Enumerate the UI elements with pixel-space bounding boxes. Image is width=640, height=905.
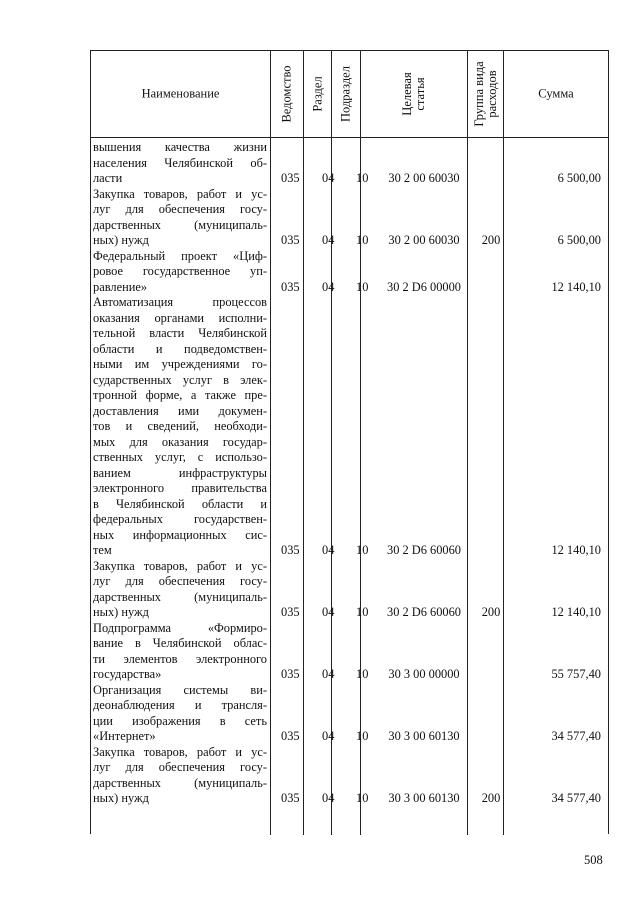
- row-name-line: дарственных (муниципаль-: [93, 589, 267, 604]
- row-gruppa: 200: [481, 605, 501, 619]
- row-name-line: в Челябинской области и: [93, 496, 267, 511]
- row-name-line: тельной власти Челябинской: [93, 326, 267, 340]
- row-razdel: 04: [322, 279, 335, 294]
- row-name-line: ственных услуг, с использо-: [93, 450, 267, 464]
- row-vedomstvo: 035: [281, 233, 300, 247]
- row-celevaya: 30 2 D6 60060: [387, 605, 461, 619]
- row-name-line: государства»: [93, 667, 162, 681]
- row-name-line: равление»: [93, 279, 148, 294]
- header-celevaya-cell: [361, 51, 468, 137]
- row-name-line: ных) нужд: [93, 791, 149, 805]
- row-name-line: ти элементов электронного: [93, 651, 267, 666]
- row-name-line: дарственных (муниципаль-: [93, 217, 267, 232]
- row-vedomstvo: 035: [281, 171, 300, 185]
- row-podrazdel: 10: [356, 543, 369, 557]
- header-summa: Сумма: [538, 86, 574, 101]
- row-name: [93, 621, 267, 683]
- header-razdel: Раздел: [310, 76, 324, 112]
- page-number: 508: [584, 853, 603, 867]
- row-name-line: Закупка товаров, работ и ус-: [93, 186, 267, 201]
- row-name-line: федеральных государствен-: [93, 512, 267, 526]
- row-summa: 34 577,40: [551, 791, 601, 805]
- row-name: [93, 683, 267, 745]
- row-name-line: тов и сведений, необходи-: [93, 419, 267, 433]
- table-header: [91, 51, 608, 138]
- row-podrazdel: 10: [356, 233, 369, 247]
- row-name-line: вание в Челябинской облас-: [93, 636, 267, 650]
- row-vedomstvo: 035: [281, 605, 300, 619]
- header-celevaya-line2: статья: [413, 77, 427, 111]
- row-razdel: 04: [322, 667, 335, 681]
- row-razdel: 04: [322, 791, 335, 805]
- row-razdel: 04: [322, 171, 335, 185]
- row-name-line: «Интернет»: [93, 729, 156, 743]
- row-name-line: луг для обеспечения госу-: [93, 574, 267, 588]
- row-summa: 12 140,10: [551, 543, 601, 557]
- row-celevaya: 30 3 00 60130: [388, 791, 460, 805]
- header-gruppa-cell: [468, 51, 504, 137]
- header-podrazdel-cell: [332, 51, 361, 137]
- row-name-line: луг для обеспечения госу-: [93, 760, 267, 774]
- header-summa-cell: [504, 51, 608, 137]
- row-vedomstvo: 035: [281, 543, 300, 557]
- header-name: Наименование: [141, 86, 220, 101]
- row-name: [93, 559, 267, 621]
- row-name-line: области и подведомствен-: [93, 341, 267, 356]
- row-summa: 6 500,00: [557, 171, 601, 185]
- row-celevaya: 30 3 00 60130: [388, 729, 460, 743]
- row-name: [93, 249, 267, 296]
- row-summa: 34 577,40: [551, 729, 601, 743]
- column-divider: [270, 138, 271, 835]
- column-divider: [303, 138, 304, 835]
- row-name-line: электронного правительства: [93, 481, 267, 495]
- row-name-line: доставления ими докумен-: [93, 403, 267, 418]
- row-name-line: Подпрограмма «Формиро-: [93, 620, 267, 635]
- row-celevaya: 30 2 00 60030: [388, 171, 460, 185]
- row-name-line: населения Челябинской об-: [93, 155, 267, 170]
- row-podrazdel: 10: [356, 791, 369, 805]
- row-name-line: ласти: [93, 171, 123, 185]
- row-name-line: мых для оказания государ-: [93, 434, 267, 449]
- header-gruppa-line2: расходов: [484, 70, 499, 118]
- row-name-line: тронной форме, а также пре-: [93, 388, 267, 402]
- row-name-line: ных) нужд: [93, 233, 149, 247]
- row-name-line: ции изображения в сеть: [93, 713, 267, 728]
- header-vedomstvo-cell: [271, 51, 304, 137]
- header-podrazdel: Подраздел: [338, 66, 353, 122]
- row-name-line: дарственных (муниципаль-: [93, 775, 267, 790]
- row-celevaya: 30 2 00 60030: [388, 233, 460, 247]
- header-celevaya: [401, 72, 427, 115]
- row-razdel: 04: [322, 729, 335, 743]
- row-celevaya: 30 2 D6 00000: [387, 279, 461, 294]
- header-celevaya-line1: Целевая: [400, 72, 414, 116]
- row-name-line: луг для обеспечения госу-: [93, 202, 267, 216]
- row-name-line: Закупка товаров, работ и ус-: [93, 744, 267, 759]
- header-vedomstvo: Ведомство: [279, 65, 294, 123]
- row-gruppa: 200: [481, 233, 501, 247]
- row-name: [93, 295, 267, 559]
- row-name-line: тем: [93, 543, 112, 557]
- row-name-line: ровое государственное уп-: [93, 264, 267, 278]
- row-razdel: 04: [322, 233, 335, 247]
- row-vedomstvo: 035: [281, 667, 300, 681]
- row-name-line: Организация системы ви-: [93, 682, 267, 697]
- row-podrazdel: 10: [356, 605, 369, 619]
- row-name-line: ванием инфраструктуры: [93, 465, 267, 480]
- row-podrazdel: 10: [356, 279, 369, 294]
- row-name: [93, 745, 267, 807]
- row-name-line: Федеральный проект «Циф-: [93, 248, 267, 263]
- row-celevaya: 30 3 00 00000: [388, 667, 460, 681]
- row-podrazdel: 10: [356, 171, 369, 185]
- column-divider: [467, 138, 468, 835]
- row-gruppa: 200: [481, 791, 501, 805]
- row-name-line: ных информационных сис-: [93, 527, 267, 542]
- row-name-line: оказания органами исполни-: [93, 310, 267, 325]
- budget-table: [90, 50, 609, 834]
- header-gruppa-line1: Группа вида: [471, 61, 486, 127]
- row-podrazdel: 10: [356, 667, 369, 681]
- header-gruppa: [473, 61, 499, 126]
- row-name: [93, 187, 267, 249]
- row-name-line: ными им учреждениями го-: [93, 357, 267, 371]
- row-summa: 55 757,40: [551, 667, 601, 681]
- row-name-line: Закупка товаров, работ и ус-: [93, 558, 267, 573]
- row-vedomstvo: 035: [281, 729, 300, 743]
- row-razdel: 04: [322, 543, 335, 557]
- row-name-line: ных) нужд: [93, 605, 149, 619]
- row-celevaya: 30 2 D6 60060: [387, 543, 461, 557]
- row-podrazdel: 10: [356, 729, 369, 743]
- row-vedomstvo: 035: [281, 279, 300, 294]
- row-name: [93, 140, 267, 187]
- row-summa: 12 140,10: [551, 279, 601, 294]
- row-razdel: 04: [322, 605, 335, 619]
- row-vedomstvo: 035: [281, 791, 300, 805]
- row-name-line: вышения качества жизни: [93, 140, 267, 154]
- header-name-cell: [91, 51, 271, 137]
- row-name-line: сударственных услуг в элек-: [93, 372, 267, 387]
- row-summa: 6 500,00: [557, 233, 601, 247]
- row-name-line: деонаблюдения и трансля-: [93, 698, 267, 712]
- row-name-line: Автоматизация процессов: [93, 295, 267, 309]
- header-razdel-cell: [304, 51, 332, 137]
- row-summa: 12 140,10: [551, 605, 601, 619]
